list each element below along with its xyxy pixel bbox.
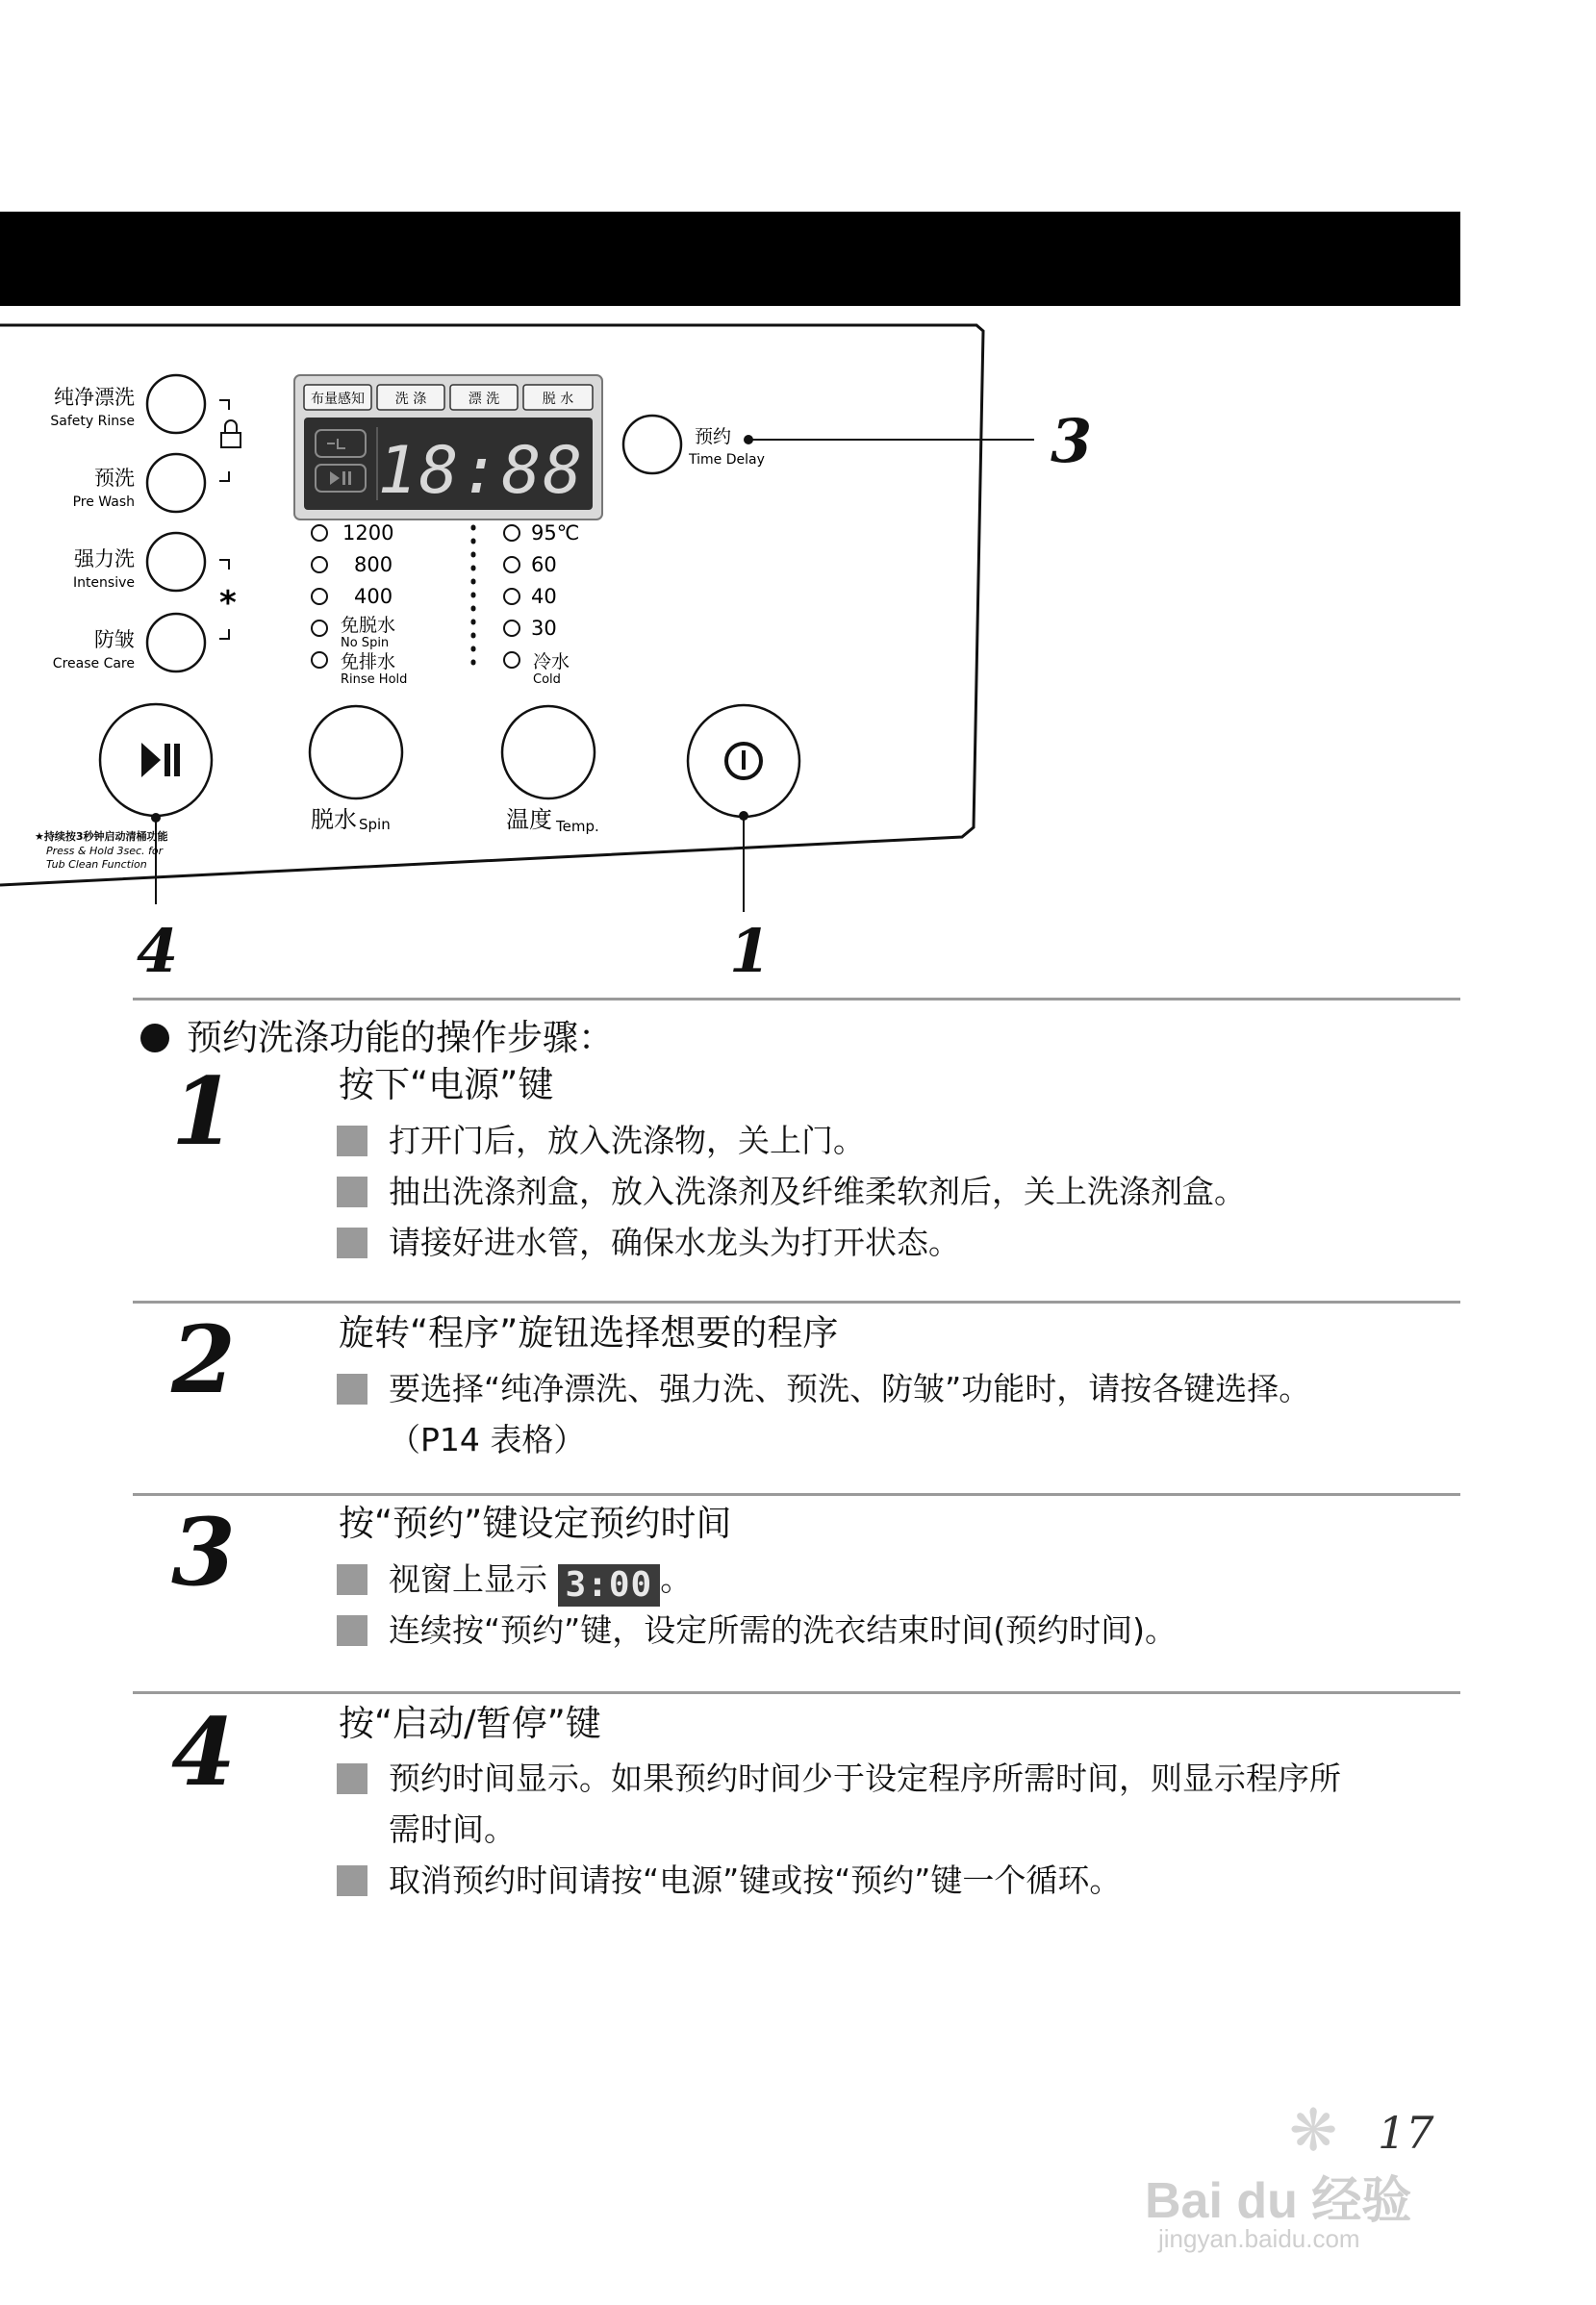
display-tab-spin: 脱 水 xyxy=(542,392,574,407)
display-tab-wash: 洗 涤 xyxy=(394,392,427,407)
option-label-en: Intensive xyxy=(72,575,135,591)
step-bullet: 要选择“纯净漂洗、强力洗、预洗、防皱”功能时，请按各键选择。 xyxy=(337,1364,1310,1415)
section-heading-text: 预约洗涤功能的操作步骤： xyxy=(187,1017,614,1058)
spin-option-1200: 1200 xyxy=(342,521,394,545)
step-divider xyxy=(133,1493,1460,1496)
spin-option-no-spin-cn: 免脱水 xyxy=(341,615,396,636)
temp-label-en: Temp. xyxy=(556,818,599,835)
option-button-circle[interactable] xyxy=(147,533,205,591)
spin-label-cn: 脱水 xyxy=(311,806,357,833)
baidu-jingyan-watermark xyxy=(1145,2097,1530,2261)
paw-icon: ❋ xyxy=(1289,2097,1338,2165)
display-window xyxy=(294,375,602,519)
heading-bullet-icon xyxy=(140,1024,169,1052)
step-bullet: 抽出洗涤剂盒，放入洗涤剂及纤维柔软剂后，关上洗涤剂盒。 xyxy=(337,1167,1246,1218)
temp-option-40: 40 xyxy=(531,585,557,608)
step-bullet: 取消预约时间请按“电源”键或按“预约”键一个循环。 xyxy=(337,1856,1121,1907)
spin-option-800: 800 xyxy=(354,553,393,576)
spin-options xyxy=(312,521,407,687)
temp-option-30: 30 xyxy=(531,617,557,640)
control-panel-diagram xyxy=(0,308,1154,1001)
temp-label-cn: 温度 xyxy=(506,806,552,833)
spin-button[interactable] xyxy=(310,706,402,833)
power-button[interactable] xyxy=(688,705,799,817)
spin-label-en: Spin xyxy=(359,816,391,833)
square-bullet-icon xyxy=(337,1228,367,1258)
start-note-cn: ★持续按3秒钟启动清桶功能 xyxy=(35,830,168,843)
start-note-en2: Tub Clean Function xyxy=(46,858,147,871)
square-bullet-icon xyxy=(337,1126,367,1156)
spin-option-no-spin-en: No Spin xyxy=(341,636,390,650)
option-label-cn: 防皱 xyxy=(94,628,135,651)
callout-3: 3 xyxy=(1051,406,1093,476)
step-bullet: 打开门后，放入洗涤物，关上门。 xyxy=(337,1116,865,1167)
spin-option-rinse-hold-en: Rinse Hold xyxy=(341,672,408,687)
step-title: 按下“电源”键 xyxy=(339,1064,554,1105)
step-divider xyxy=(133,1301,1460,1304)
square-bullet-icon xyxy=(337,1763,367,1794)
start-note-en1: Press & Hold 3sec. for xyxy=(46,845,164,857)
square-bullet-icon xyxy=(337,1564,367,1595)
option-button-intensive[interactable] xyxy=(73,533,205,591)
option-button-circle[interactable] xyxy=(147,614,205,671)
step-title: 按“预约”键设定预约时间 xyxy=(339,1503,732,1544)
temp-option-60: 60 xyxy=(531,553,557,576)
option-label-en: Crease Care xyxy=(52,656,135,671)
callout-4: 4 xyxy=(137,916,179,986)
lcd-display-sample: 3:00 xyxy=(558,1564,661,1607)
section-rule xyxy=(133,998,1460,1001)
step-title: 旋转“程序”旋钮选择想要的程序 xyxy=(339,1312,839,1354)
option-label-en: Pre Wash xyxy=(72,494,135,510)
option-label-en: Safety Rinse xyxy=(50,414,135,429)
square-bullet-icon xyxy=(337,1374,367,1405)
step-title: 按“启动/暂停”键 xyxy=(339,1703,601,1744)
step-number: 3 xyxy=(171,1498,236,1607)
step-divider xyxy=(133,1691,1460,1694)
temp-button[interactable] xyxy=(502,706,599,835)
page-number: 17 xyxy=(1378,2107,1434,2159)
display-tab-load-sense: 布量感知 xyxy=(311,392,365,407)
step-bullet: 预约时间显示。如果预约时间少于设定程序所需时间，则显示程序所 xyxy=(337,1754,1341,1805)
pair-bracket xyxy=(219,560,229,570)
square-bullet-icon xyxy=(337,1177,367,1207)
pair-bracket xyxy=(219,629,229,639)
time-delay-label-cn: 预约 xyxy=(695,426,732,447)
watermark-url: jingyan.baidu.com xyxy=(1158,2224,1360,2253)
spin-option-rinse-hold-cn: 免排水 xyxy=(341,651,396,672)
square-bullet-icon xyxy=(337,1865,367,1896)
spin-option-400: 400 xyxy=(354,585,393,608)
option-button-crease-care[interactable] xyxy=(53,614,205,671)
time-delay-button[interactable] xyxy=(623,416,765,473)
step-number: 1 xyxy=(171,1057,236,1166)
option-label-cn: 预洗 xyxy=(94,467,135,490)
step-bullet: 请接好进水管，确保水龙头为打开状态。 xyxy=(337,1218,960,1269)
header-bar xyxy=(0,212,1460,306)
option-button-safety-rinse[interactable] xyxy=(50,375,205,433)
step-bullet: 连续按“预约”键，设定所需的洗衣结束时间(预约时间)。 xyxy=(337,1606,1177,1657)
square-bullet-icon xyxy=(337,1615,367,1646)
temp-option-cold-cn: 冷水 xyxy=(533,651,570,672)
pair-bracket xyxy=(219,471,229,481)
step-number: 2 xyxy=(171,1305,236,1414)
watermark-brand: Bai du 经验 xyxy=(1145,2173,1412,2229)
temp-options xyxy=(504,521,579,687)
start-pause-button[interactable] xyxy=(100,704,212,816)
display-time: 18:88 xyxy=(377,433,585,509)
pair-bracket xyxy=(219,400,229,410)
temp-option-95: 95℃ xyxy=(531,521,580,545)
option-label-cn: 纯净漂洗 xyxy=(54,386,135,409)
temp-option-cold-en: Cold xyxy=(533,672,561,687)
display-tab-rinse: 漂 洗 xyxy=(468,392,500,407)
time-delay-label-en: Time Delay xyxy=(689,452,765,468)
option-button-pre-wash[interactable] xyxy=(73,454,205,512)
step-bullet: 视窗上显示 3:00 。 xyxy=(337,1555,692,1607)
step-bullet-continuation: （P14 表格） xyxy=(389,1421,586,1458)
option-button-circle[interactable] xyxy=(147,375,205,433)
step-bullet-continuation: 需时间。 xyxy=(389,1811,516,1848)
option-label-cn: 强力洗 xyxy=(74,547,135,570)
child-lock-icon xyxy=(221,420,241,447)
star-mark: * xyxy=(219,584,237,622)
section-heading xyxy=(140,1008,614,1060)
callout-1: 1 xyxy=(729,916,772,986)
option-button-circle[interactable] xyxy=(147,454,205,512)
step-number: 4 xyxy=(171,1698,236,1807)
